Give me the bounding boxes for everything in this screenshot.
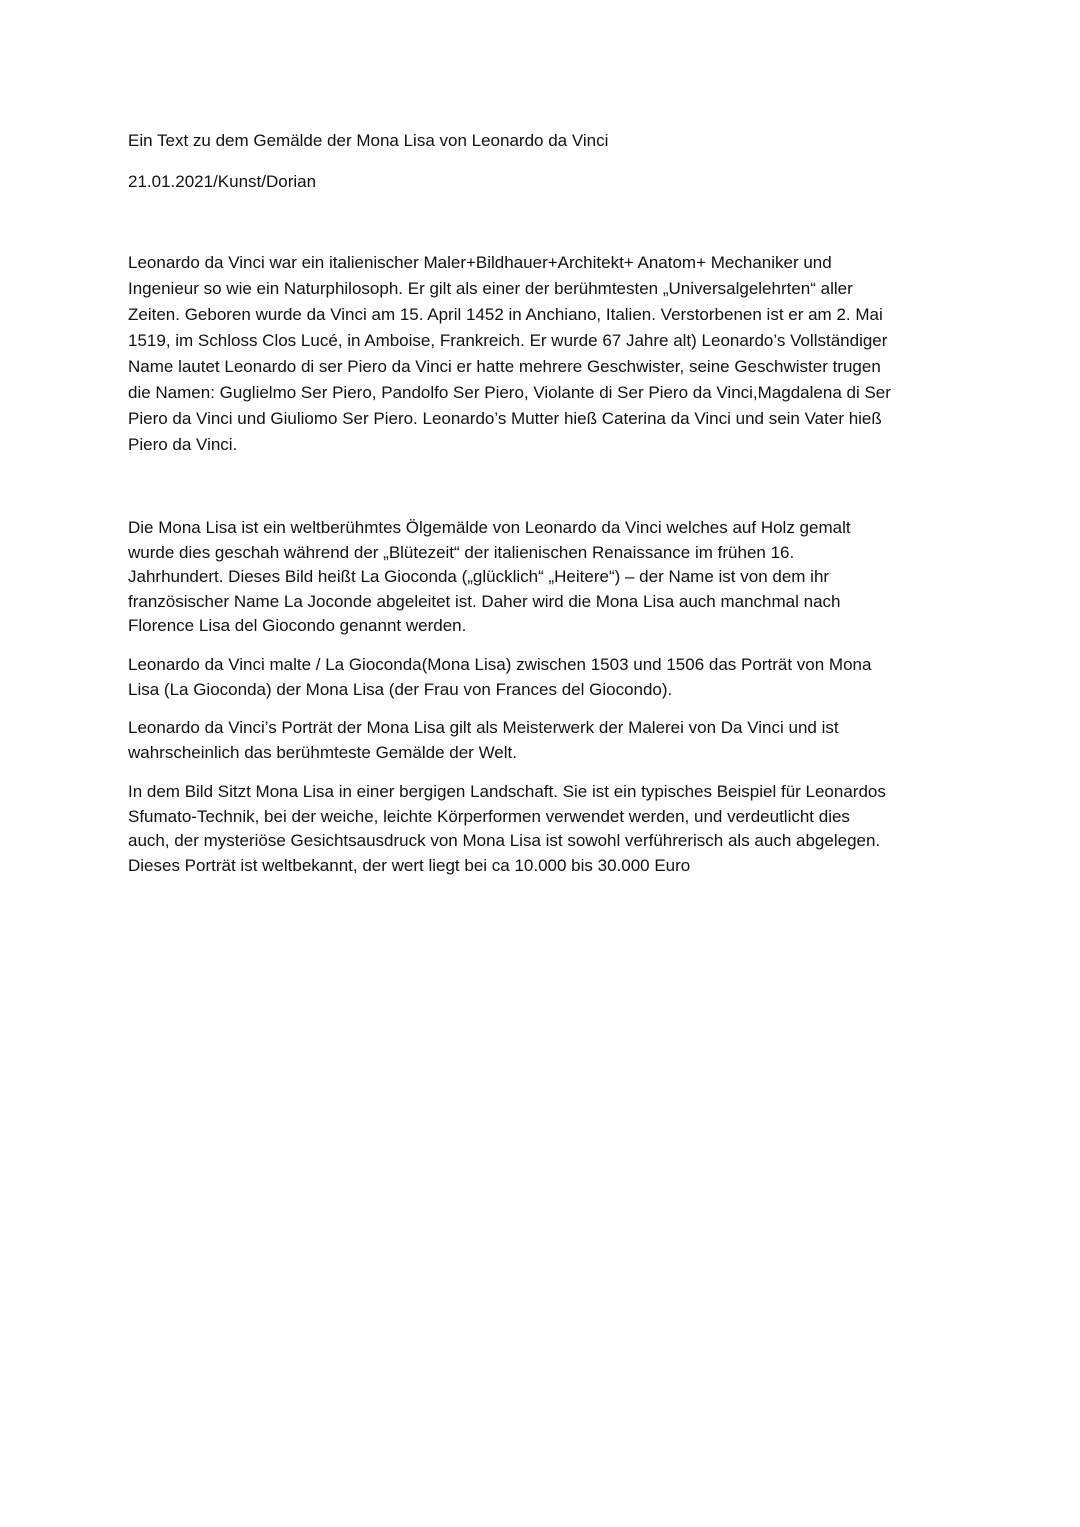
paragraph-line: Leonardo da Vinci malte / La Gioconda(Mona Lisa) zwischen 1503 und 1506 das Porträt von Mona	[128, 655, 872, 674]
paragraph-line: Leonardo da Vinci’s Porträt der Mona Lisa gilt als Meisterwerk der Malerei von Da Vinci und ist	[128, 718, 839, 737]
paragraph-line: 1519, im Schloss Clos Lucé, in Amboise, Frankreich. Er wurde 67 Jahre alt) Leonardo’s Vollständiger	[128, 331, 888, 350]
paragraph-description	[128, 780, 958, 878]
paragraph-line: französischer Name La Joconde abgeleitet ist. Daher wird die Mona Lisa auch manchmal nach	[128, 591, 841, 611]
paragraph-line: Piero da Vinci.	[128, 435, 238, 454]
paragraph-line: Dieses Porträt ist weltbekannt, der wert liegt bei ca 10.000 bis 30.000 Euro	[128, 855, 691, 875]
document-title	[128, 128, 958, 154]
paragraph-line: In dem Bild Sitzt Mona Lisa in einer bergigen Landschaft. Sie ist ein typisches Beispiel für Leonardos	[128, 782, 886, 801]
paragraph-line: Piero da Vinci und Giuliomo Ser Piero. Leonardo’s Mutter hieß Caterina da Vinci und sein Vater hieß	[128, 409, 882, 428]
paragraph-line: Lisa (La Gioconda) der Mona Lisa (der Frau von Frances del Giocondo).	[128, 679, 673, 699]
paragraph-line: Jahrhundert. Dieses Bild heißt La Gioconda („glücklich“ „Heitere“) – der Name ist von dem ihr	[128, 567, 830, 586]
paragraph-biography	[128, 250, 958, 458]
paragraph-line: die Namen: Guglielmo Ser Piero, Pandolfo Ser Piero, Violante di Ser Piero da Vinci,Magdalena di Ser	[128, 383, 891, 402]
paragraph-line: Sfumato-Technik, bei der weiche, leichte Körperformen verwendet werden, und verdeutlicht dies	[128, 806, 850, 826]
paragraph-mona-lisa-intro	[128, 516, 958, 639]
paragraph-line: Die Mona Lisa ist ein weltberühmtes Ölgemälde von Leonardo da Vinci welches auf Holz gemalt	[128, 518, 851, 537]
paragraph-line: wahrscheinlich das berühmteste Gemälde der Welt.	[128, 742, 517, 762]
meta-line: 21.01.2021/Kunst/Dorian	[128, 172, 317, 191]
document-meta	[128, 169, 958, 195]
paragraph-line: Zeiten. Geboren wurde da Vinci am 15. April 1452 in Anchiano, Italien. Verstorbenen ist er am 2. Mai	[128, 305, 883, 324]
paragraph-line: Florence Lisa del Giocondo genannt werden.	[128, 616, 467, 635]
paragraph-line: wurde dies geschah während der „Blütezeit“ der italienischen Renaissance im frühen 16.	[128, 542, 795, 562]
paragraph-line: auch, der mysteriöse Gesichtsausdruck von Mona Lisa ist sowohl verführerisch als auch abgelegen.	[128, 831, 881, 850]
paragraph-painting-dates	[128, 653, 958, 702]
paragraph-line: Leonardo da Vinci war ein italienischer Maler+Bildhauer+Architekt+ Anatom+ Mechaniker und	[128, 253, 832, 272]
paragraph-line: Name lautet Leonardo di ser Piero da Vinci er hatte mehrere Geschwister, seine Geschwister trugen	[128, 357, 881, 376]
paragraph-masterpiece	[128, 716, 958, 765]
paragraph-line: Ingenieur so wie ein Naturphilosoph. Er gilt als einer der berühmtesten „Universalgelehrten“ aller	[128, 279, 853, 298]
title-line: Ein Text zu dem Gemälde der Mona Lisa von Leonardo da Vinci	[128, 131, 609, 150]
